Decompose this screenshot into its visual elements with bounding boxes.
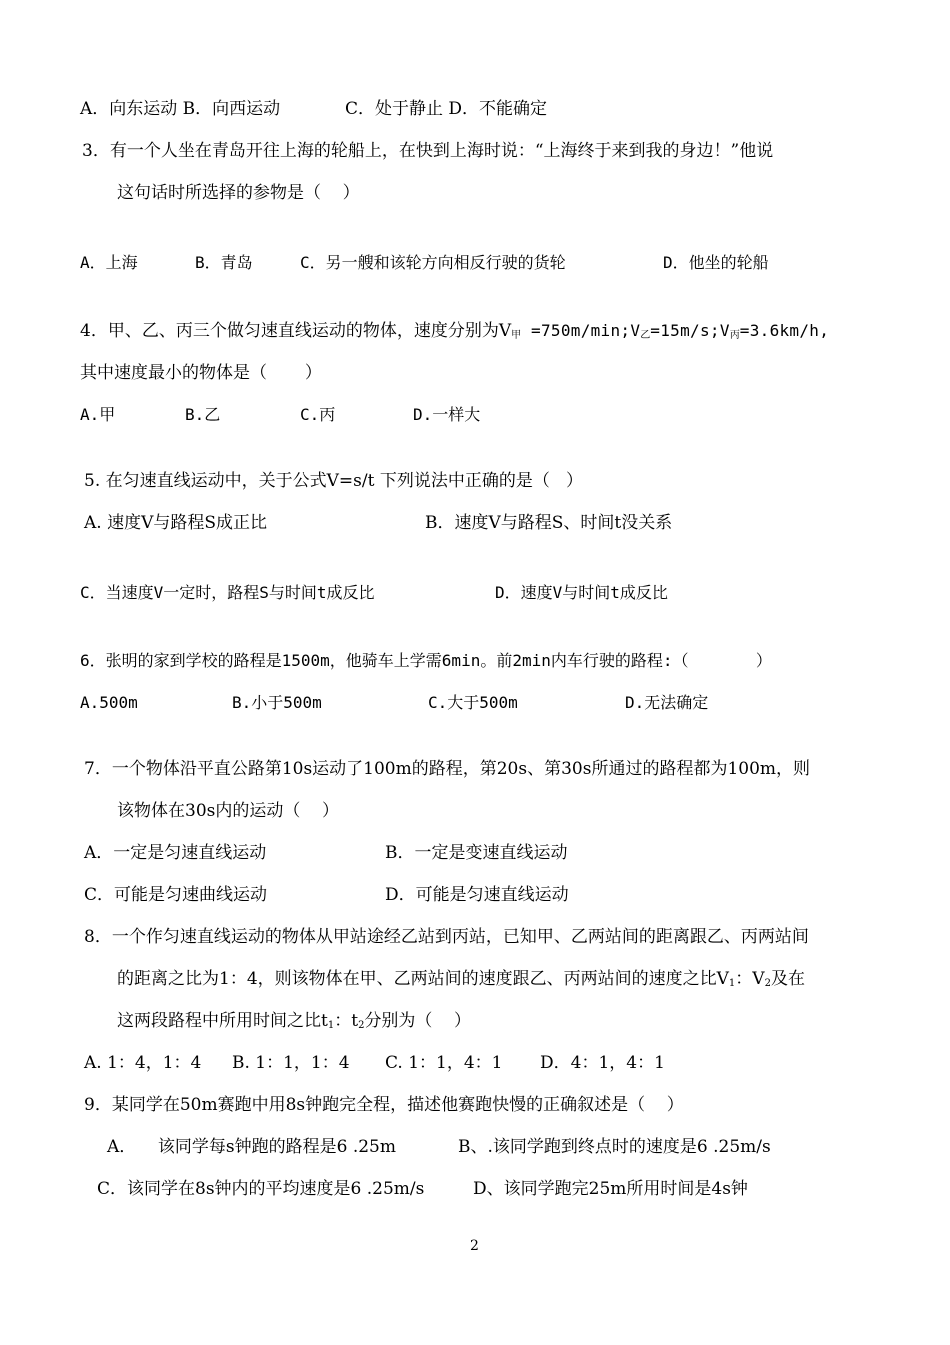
q6-option-a: A.500m xyxy=(80,693,138,712)
q6-option-d: D.无法确定 xyxy=(625,693,709,712)
q4-option-a: A.甲 xyxy=(80,405,116,424)
q7-option-c: C．可能是匀速曲线运动 xyxy=(84,885,268,905)
q7-option-b: B．一定是变速直线运动 xyxy=(385,843,568,863)
q5-option-b: B．速度V与路程S、时间t没关系 xyxy=(425,513,673,533)
q8-line3-text: 这两段路程中所用时间之比t xyxy=(117,1011,328,1031)
q3-option-d: D．他坐的轮船 xyxy=(663,253,769,272)
q8-line2-text: 的距离之比为1：4，则该物体在甲、乙两站间的速度跟乙、丙两站间的速度之比V xyxy=(117,969,729,989)
q4-speed-2: =15m/s;V xyxy=(650,321,730,340)
q4-option-b: B.乙 xyxy=(185,405,221,424)
q6-option-b: B.小于500m xyxy=(232,693,322,712)
q9-option-d: D、该同学跑完25m所用时间是4s钟 xyxy=(473,1179,748,1199)
q5-option-c: C．当速度V一定时，路程S与时间t成反比 xyxy=(80,583,375,602)
q8-option-d: D．4：1，4：1 xyxy=(540,1053,665,1073)
q8-stem-line1: 8．一个作匀速直线运动的物体从甲站途经乙站到丙站，已知甲、乙两站间的距离跟乙、丙两站间 xyxy=(84,927,809,947)
q8-line2-end: 及在 xyxy=(770,969,805,989)
q4-sub-yi: 乙 xyxy=(640,330,651,341)
q9-option-c: C．该同学在8s钟内的平均速度是6 .25m/s xyxy=(97,1179,425,1199)
q4-stem-line2: 其中速度最小的物体是（ ） xyxy=(80,363,322,383)
q6-option-c: C.大于500m xyxy=(428,693,518,712)
q2-option-ab: A．向东运动 B．向西运动 xyxy=(80,99,281,119)
q9-option-a: A． 该同学每s钟跑的路程是6 .25m xyxy=(107,1137,396,1157)
q8-sub-v2: 2 xyxy=(764,978,771,989)
q4-sub-jia: 甲 xyxy=(511,330,522,341)
q2-option-cd: C．处于静止 D．不能确定 xyxy=(345,99,548,119)
q8-sub-t1: 1 xyxy=(327,1020,335,1031)
q7-stem-line1: 7．一个物体沿平直公路第10s运动了100m的路程，第20s、第30s所通过的路程都为100m，则 xyxy=(84,759,811,779)
q8-sub-t2: 2 xyxy=(358,1020,365,1031)
q8-stem-line3 xyxy=(117,1010,471,1037)
q7-stem-line2: 该物体在30s内的运动（ ） xyxy=(117,801,339,821)
q3-option-a: A．上海 xyxy=(80,253,138,272)
q4-sub-bing: 丙 xyxy=(729,330,740,341)
q8-line2-mid: ：V xyxy=(735,969,765,989)
q3-stem-line1: 3．有一个人坐在青岛开往上海的轮船上，在快到上海时说：“上海终于来到我的身边！”他说 xyxy=(82,141,774,161)
q8-option-c: C. 1：1，4：1 xyxy=(385,1053,503,1073)
q4-option-c: C.丙 xyxy=(300,405,336,424)
q4-speed-3: =3.6km/h, xyxy=(739,321,830,340)
q4-stem-line1 xyxy=(80,320,829,347)
q8-line3-mid: ：t xyxy=(334,1011,359,1031)
q5-option-d: D．速度V与时间t成反比 xyxy=(495,583,668,602)
q9-stem: 9．某同学在50m赛跑中用8s钟跑完全程，描述他赛跑快慢的正确叙述是（ ） xyxy=(84,1095,684,1115)
q8-line3-end: 分别为（ ） xyxy=(364,1011,472,1031)
q4-option-d: D.一样大 xyxy=(413,405,481,424)
q7-option-a: A．一定是匀速直线运动 xyxy=(84,843,267,863)
q8-sub-v1: 1 xyxy=(728,978,736,989)
q3-option-b: B．青岛 xyxy=(195,253,253,272)
page-number: 2 xyxy=(470,1238,479,1254)
q8-stem-line2 xyxy=(117,968,805,995)
q5-stem: 5. 在匀速直线运动中，关于公式V=s/t 下列说法中正确的是（ ） xyxy=(84,471,584,491)
q6-stem: 6．张明的家到学校的路程是1500m，他骑车上学需6min。前2min内车行驶的路程:（ ） xyxy=(80,651,772,670)
q8-option-a: A. 1：4，1：4 xyxy=(84,1053,202,1073)
q5-option-a: A. 速度V与路程S成正比 xyxy=(84,513,268,533)
q8-option-b: B. 1：1，1：4 xyxy=(232,1053,350,1073)
q4-speed-1: =750m/min;V xyxy=(521,321,641,340)
q9-option-b: B、.该同学跑到终点时的速度是6 .25m/s xyxy=(458,1137,771,1157)
q3-option-c: C．另一艘和该轮方向相反行驶的货轮 xyxy=(300,253,566,272)
q4-stem-text: 4．甲、乙、丙三个做匀速直线运动的物体，速度分别为V xyxy=(80,321,512,341)
q7-option-d: D．可能是匀速直线运动 xyxy=(385,885,569,905)
q3-stem-line2: 这句话时所选择的参物是（ ） xyxy=(117,183,360,203)
